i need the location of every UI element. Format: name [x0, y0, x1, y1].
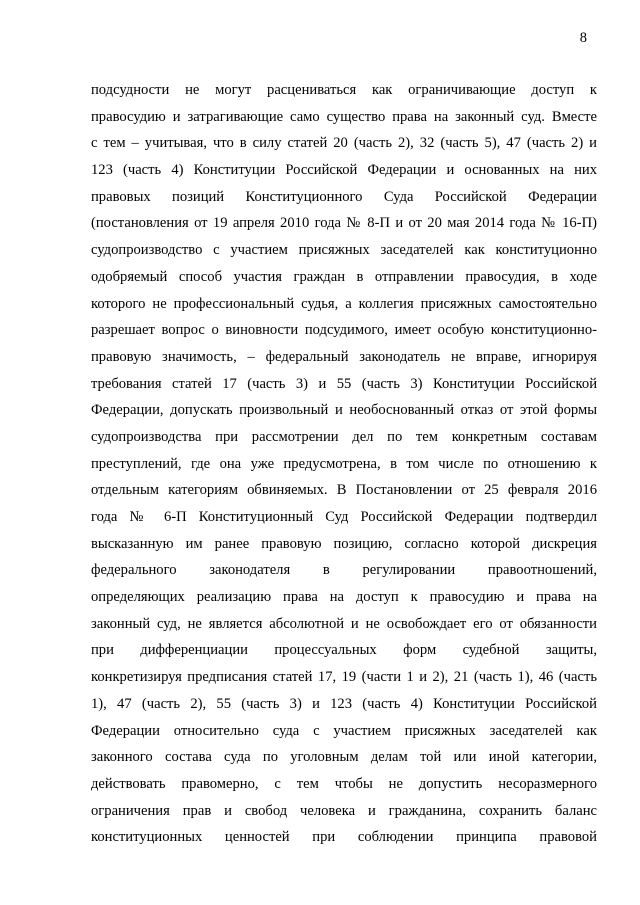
text-line: (постановления от 19 апреля 2010 года № 8-П и от 20 мая 2014 года № 16-П) — [91, 215, 597, 232]
text-line: судопроизводства при рассмотрении дел по тем конкретным составам — [91, 428, 597, 445]
text-line: законный суд, не является абсолютной и не освобождает его от обязанности — [91, 615, 597, 632]
text-line: которого не профессиональный судья, а коллегия присяжных самостоятельно — [91, 295, 597, 312]
text-line: 1), 47 (часть 2), 55 (часть 3) и 123 (часть 4) Конституции Российской — [91, 695, 597, 712]
text-line: конкретизируя предписания статей 17, 19 (части 1 и 2), 21 (часть 1), 46 (часть — [91, 669, 597, 686]
text-line: Федерации относительно суда с участием присяжных заседателей как — [91, 722, 597, 739]
text-line: 123 (часть 4) Конституции Российской Федерации и основанных на них — [91, 162, 597, 179]
text-line: Федерации, допускать произвольный и необоснованный отказ от этой формы — [91, 402, 597, 419]
text-line: действовать правомерно, с тем чтобы не допустить несоразмерного — [91, 775, 597, 792]
text-line: ограничения прав и свобод человека и гражданина, сохранить баланс — [91, 802, 597, 819]
text-line: правовую значимость, – федеральный законодатель не вправе, игнорируя — [91, 348, 597, 365]
text-line: отдельным категориям обвиняемых. В Постановлении от 25 февраля 2016 — [91, 482, 597, 499]
text-line: подсудности не могут расцениваться как ограничивающие доступ к — [91, 82, 597, 98]
text-line: конституционных ценностей при соблюдении принципа правовой — [91, 829, 597, 846]
text-line: федерального законодателя в регулировании правоотношений, — [91, 562, 597, 579]
text-line: определяющих реализацию права на доступ к правосудию и права на — [91, 589, 597, 606]
text-line: правовых позиций Конституционного Суда Российской Федерации — [91, 188, 597, 205]
text-line: разрешает вопрос о виновности подсудимого, имеет особую конституционно- — [91, 322, 597, 339]
text-line: правосудию и затрагивающие само существо права на законный суд. Вместе — [91, 108, 597, 125]
text-line: высказанную им ранее правовую позицию, согласно которой дискреция — [91, 535, 597, 552]
text-line: с тем – учитывая, что в силу статей 20 (часть 2), 32 (часть 5), 47 (часть 2) и — [91, 135, 597, 152]
page-number: 8 — [579, 30, 587, 46]
text-line: законного состава суда по уголовным делам той или иной категории, — [91, 749, 597, 766]
text-line: преступлений, где она уже предусмотрена, в том числе по отношению к — [91, 455, 597, 472]
text-line: года № 6-П Конституционный Суд Российской Федерации подтвердил — [91, 509, 597, 525]
text-line: при дифференциации процессуальных форм судебной защиты, — [91, 642, 597, 659]
text-line: судопроизводство с участием присяжных заседателей как конституционно — [91, 242, 597, 259]
text-line: требования статей 17 (часть 3) и 55 (часть 3) Конституции Российской — [91, 375, 597, 392]
text-line: одобряемый способ участия граждан в отправлении правосудия, в ходе — [91, 268, 597, 285]
body-text — [91, 77, 597, 851]
